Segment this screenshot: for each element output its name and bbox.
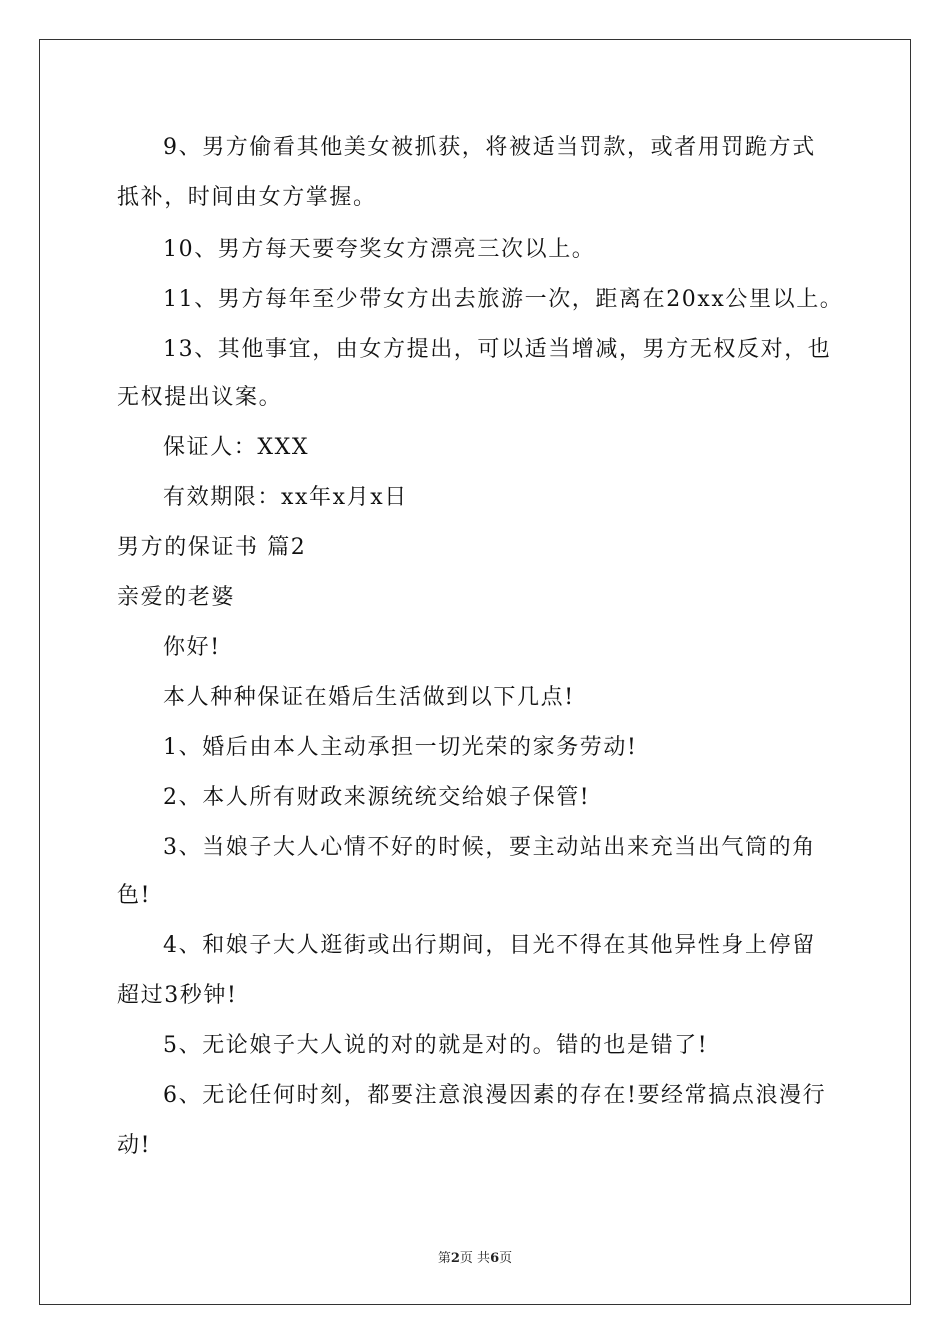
paragraph-line: 6、无论任何时刻，都要注意浪漫因素的存在!要经常搞点浪漫行	[163, 1083, 827, 1108]
page-footer	[0, 1247, 950, 1266]
paragraph-line: 13、其他事宜，由女方提出，可以适当增减，男方无权反对，也	[163, 337, 832, 362]
paragraph-line: 1、婚后由本人主动承担一切光荣的家务劳动!	[163, 735, 638, 760]
total-page-number: 6	[490, 1251, 500, 1266]
paragraph-line: 9、男方偷看其他美女被抓获，将被适当罚款，或者用罚跪方式	[163, 135, 816, 160]
paragraph-line: 3、当娘子大人心情不好的时候，要主动站出来充当出气筒的角	[163, 835, 816, 860]
paragraph-line: 本人种种保证在婚后生活做到以下几点!	[163, 685, 575, 710]
paragraph-line: 11、男方每年至少带女方出去旅游一次，距离在20xx公里以上。	[163, 287, 844, 312]
page-suffix: 页	[499, 1251, 513, 1266]
paragraph-line: 色!	[117, 883, 152, 908]
validity-line: 有效期限：xx年x月x日	[163, 485, 408, 510]
page-mid: 页 共	[459, 1251, 491, 1266]
paragraph-line: 2、本人所有财政来源统统交给娘子保管!	[163, 785, 591, 810]
paragraph-line: 超过3秒钟!	[117, 983, 238, 1008]
paragraph-line: 4、和娘子大人逛街或出行期间，目光不得在其他异性身上停留	[163, 933, 816, 958]
paragraph-line: 动!	[117, 1133, 152, 1158]
paragraph-line: 10、男方每天要夸奖女方漂亮三次以上。	[163, 237, 596, 262]
signatory-line: 保证人：XXX	[163, 435, 310, 460]
greeting: 你好!	[163, 635, 221, 660]
paragraph-line: 5、无论娘子大人说的对的就是对的。错的也是错了!	[163, 1033, 709, 1058]
salutation: 亲爱的老婆	[117, 585, 236, 610]
section-heading: 男方的保证书 篇2	[117, 535, 307, 560]
page-prefix: 第	[437, 1251, 451, 1266]
paragraph-line: 抵补，时间由女方掌握。	[117, 185, 377, 210]
paragraph-line: 无权提出议案。	[117, 385, 283, 410]
page-frame	[39, 39, 911, 1305]
current-page-number: 2	[450, 1251, 460, 1266]
